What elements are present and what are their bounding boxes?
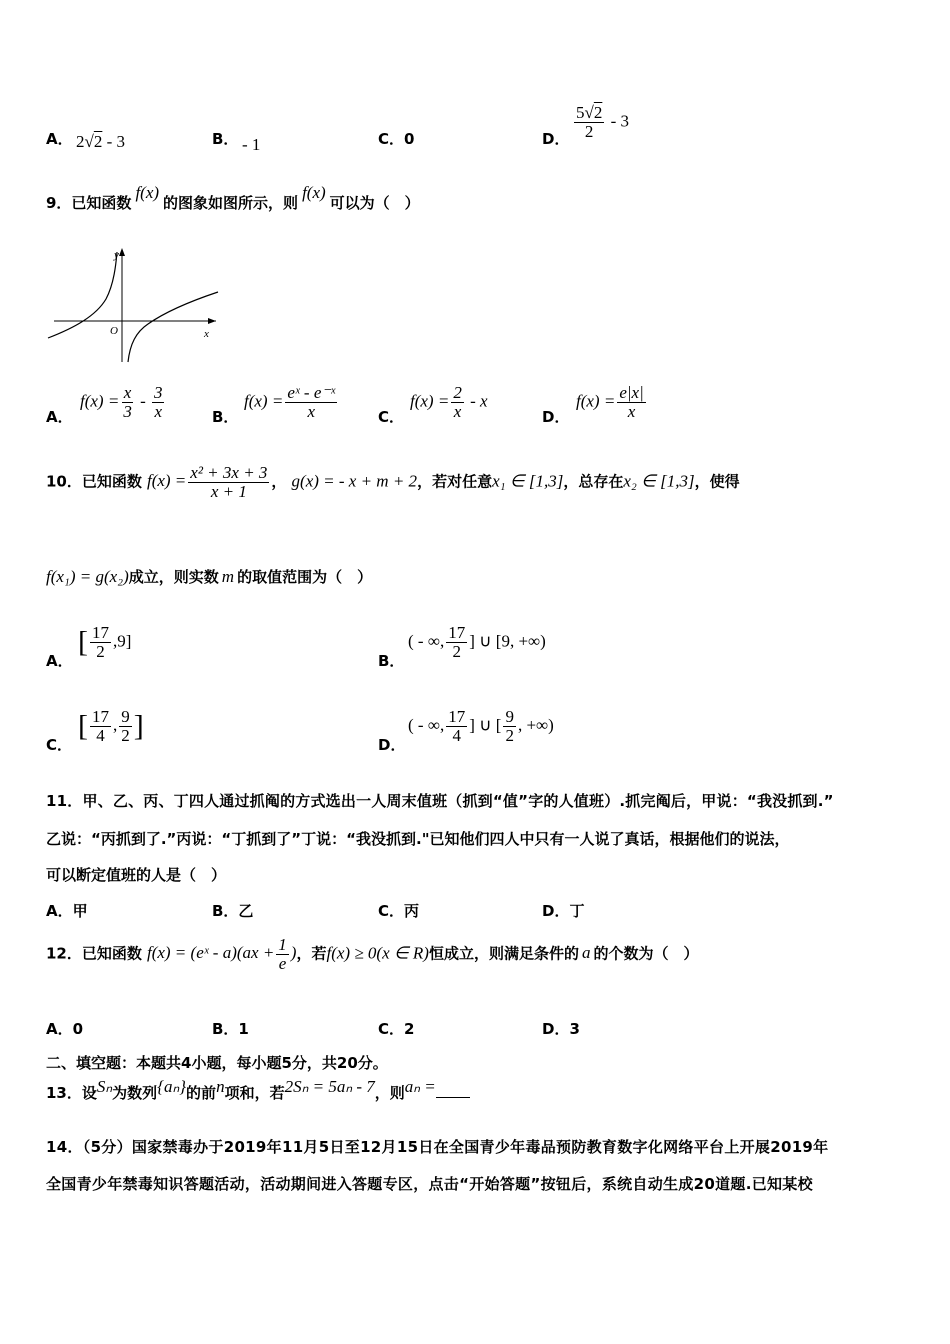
q12-stem: 12．已知函数 f(x) = (eˣ - a)(ax + $\frac{1}{e}$ )，若f(x) ≥ 0(x ∈ R)恒成立，则满足条件的 a 的个数为（ ） bbox=[46, 935, 699, 973]
q10-stem-line1: 10．已知函数 f(x) = $\frac{\text{x² + 3x + 3}}{x + 1}$ ， g(x) = - x + m + 2，若对任意x₁ ∈ [1,3]，总存在x₂ ∈ [1,3]，使得 bbox=[46, 463, 740, 501]
q9-option-b-label: B． bbox=[212, 408, 239, 426]
y-axis-arrow bbox=[119, 248, 125, 256]
q9-function-graph bbox=[44, 244, 224, 368]
answer-blank bbox=[436, 1097, 470, 1098]
q9-option-d-math: f(x) = $\frac{e|x|}{x}$ bbox=[576, 383, 644, 421]
q13-stem: 13．设Sₙ为数列{aₙ}的前n项和，若2Sₙ = 5aₙ - 7，则aₙ = bbox=[46, 1082, 470, 1103]
q10-option-a-label: A． bbox=[46, 652, 73, 670]
q10-option-b-label: B． bbox=[378, 652, 405, 670]
q12-option-c: C．2 bbox=[378, 1020, 415, 1038]
graph-right-branch bbox=[128, 292, 218, 362]
q8-option-d-label: D． bbox=[542, 130, 570, 148]
q11-option-c: C．丙 bbox=[378, 902, 420, 920]
q10-option-c-math: [ $\frac{17}{4}$ , $\frac{9}{2}$ ] bbox=[78, 707, 144, 745]
q10-option-c-label: C． bbox=[46, 736, 73, 754]
q12-option-a: A．0 bbox=[46, 1020, 84, 1038]
q8-option-a-label: A． bbox=[46, 130, 73, 148]
q10-option-b-math: ( - ∞, $\frac{17}{2}$ ] ∪ [9, +∞) bbox=[408, 623, 546, 661]
q8-option-b-label: B． bbox=[212, 130, 239, 148]
q8-option-a-math: 2√2 - 3 bbox=[76, 132, 126, 151]
graph-left-branch bbox=[48, 252, 117, 338]
q8-option-b-math: - 1 bbox=[242, 135, 261, 154]
q8-option-c: C．0 bbox=[378, 130, 415, 148]
q11-stem-line2: 乙说：“丙抓到了.”丙说：“丁抓到了”丁说：“我没抓到."已知他们四人中只有一人说了真话，根据他们的说法， bbox=[46, 830, 790, 848]
q9-option-a-math: f(x) = $\frac{x}{3}$ - $\frac{3}{x}$ bbox=[80, 383, 163, 421]
q8-option-d-math: $\frac{5√2}{2}$ - 3 bbox=[576, 103, 630, 141]
q10-stem-line2: f(x₁) = g(x₂)成立，则实数 m 的取值范围为（ ） bbox=[46, 567, 373, 586]
q11-option-b: B．乙 bbox=[212, 902, 254, 920]
x-axis-arrow bbox=[208, 318, 216, 324]
q9-option-c-math: f(x) = $\frac{2}{x}$ - x bbox=[410, 383, 488, 421]
q14-stem-line2: 全国青少年禁毒知识答题活动，活动期间进入答题专区，点击“开始答题”按钮后，系统自动生成20道题.已知某校 bbox=[46, 1175, 813, 1193]
q9-option-b-math: f(x) = $\frac{\text{eˣ - e⁻ˣ}}{x}$ bbox=[244, 383, 336, 421]
x-axis-label: x bbox=[204, 328, 209, 340]
q11-stem-line1: 11．甲、乙、丙、丁四人通过抓阄的方式选出一人周末值班（抓到“值”字的人值班）.抓完阄后，甲说：“我没抓到.” bbox=[46, 792, 834, 810]
q10-option-d-math: ( - ∞, $\frac{17}{4}$ ] ∪ [ $\frac{9}{2}$ , +∞) bbox=[408, 707, 554, 745]
q10-option-d-label: D． bbox=[378, 736, 406, 754]
q9-option-d-label: D． bbox=[542, 408, 570, 426]
q11-option-a: A．甲 bbox=[46, 902, 88, 920]
q14-stem-line1: 14．（5分）国家禁毒办于2019年11月5日至12月15日在全国青少年毒品预防教育数字化网络平台上开展2019年 bbox=[46, 1138, 829, 1156]
q9-stem: 9．已知函数f(x)的图象如图所示，则f(x)可以为（ ） bbox=[46, 183, 420, 212]
section-heading-fill-in: 二、填空题：本题共4小题，每小题5分，共20分。 bbox=[46, 1054, 388, 1072]
q11-option-d: D．丁 bbox=[542, 902, 585, 920]
q11-stem-line3: 可以断定值班的人是（ ） bbox=[46, 866, 227, 884]
q9-option-a-label: A． bbox=[46, 408, 73, 426]
q9-option-c-label: C． bbox=[378, 408, 405, 426]
y-axis-label: y bbox=[114, 249, 119, 261]
q12-option-b: B．1 bbox=[212, 1020, 249, 1038]
q12-option-d: D．3 bbox=[542, 1020, 580, 1038]
origin-label: O bbox=[110, 325, 118, 337]
q10-option-a-math: [ $\frac{17}{2}$ ,9] bbox=[78, 623, 132, 661]
